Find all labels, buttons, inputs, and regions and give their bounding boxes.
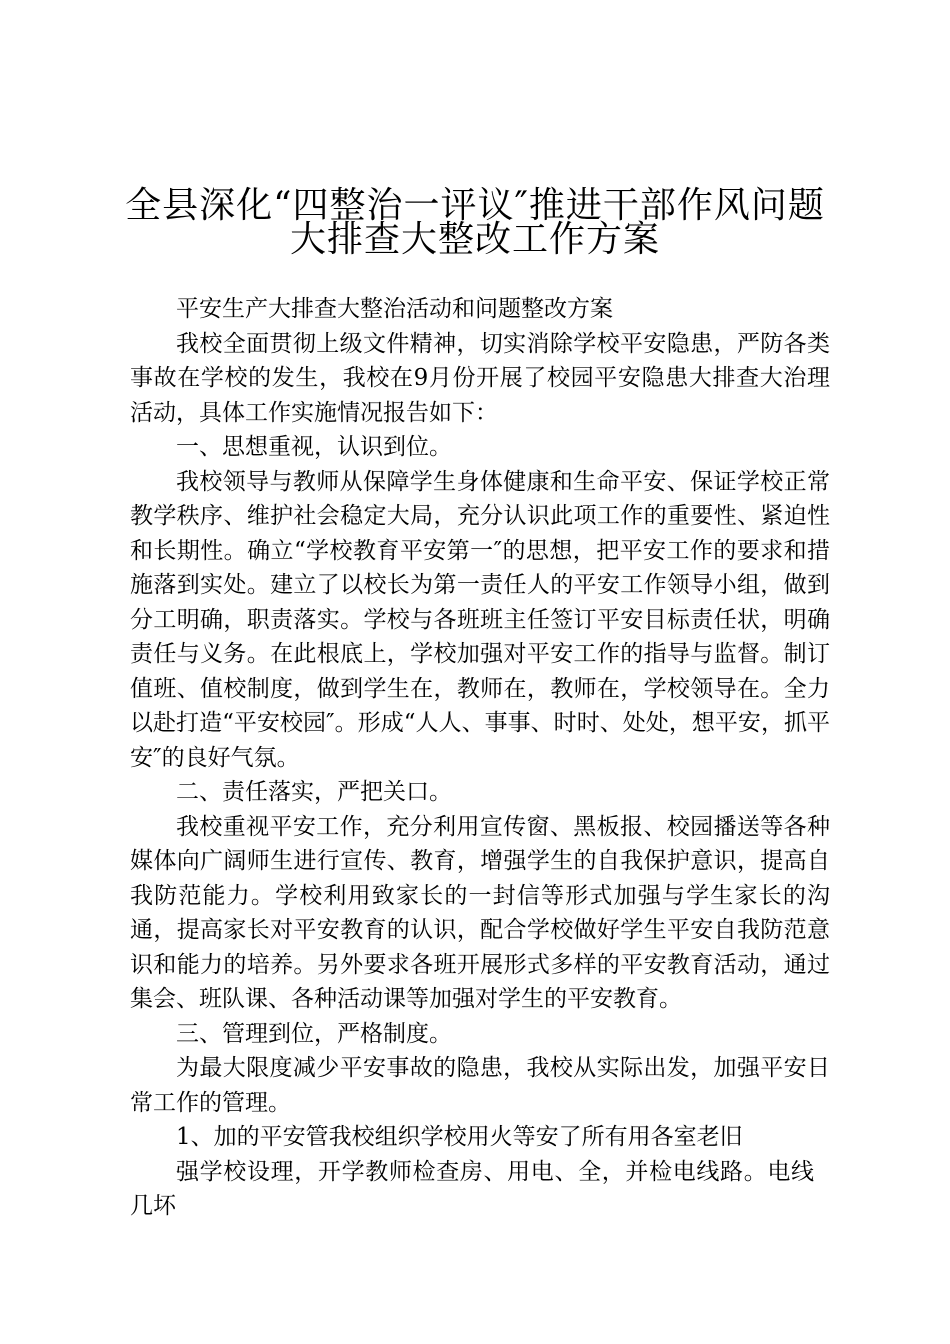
- paragraph-section-1: 我校领导与教师从保障学生身体健康和生命平安、保证学校正常教学秩序、维护社会稳定大局，充分认识此项工作的重要性、紧迫性和长期性。确立“学校教育平安第一″的思想，把平安工作的要求和措施落到实处。建立了以校长为第一责任人的平安工作领导小组，做到分工明确，职责落实。学校与各班班主任签订平安目标责任状，明确责任与义务。在此根底上，学校加强对平安工作的指导与监督。制订值班、值校制度，做到学生在，教师在，教师在，学校领导在。全力以赴打造“平安校园″。形成“人人、事事、时时、处处，想平安，抓平安″的良好气氛。: [130, 468, 830, 771]
- document-title-line-1: 全县深化“四整治一评议″推进干部作风问题: [125, 185, 825, 226]
- section-heading-2: 二、责任落实，严把关口。: [176, 779, 452, 805]
- document-title-line-2: 大排查大整改工作方案: [289, 219, 660, 260]
- section-heading-3: 三、管理到位，严格制度。: [176, 1020, 452, 1047]
- section-heading-1: 一、思想重视，认识到位。: [176, 434, 452, 460]
- paragraph-section-2: 我校重视平安工作，充分利用宣传窗、黑板报、校园播送等各种媒体向广阔师生进行宣传、教育，增强学生的自我保护意识，提高自我防范能力。学校利用致家长的一封信等形式加强与学生家长的沟通，提高家长对平安教育的认识，配合学校做好学生平安自我防范意识和能力的培养。另外要求各班开展形式多样的平安教育活动，通过集会、班队课、各种活动课等加强对学生的平安教育。: [130, 813, 830, 1012]
- paragraph-section-3: 为最大限度减少平安事故的隐患，我校从实际出发，加强平安日常工作的管理。: [130, 1055, 830, 1116]
- paragraph-item-1: 1、加的平安管我校组织学校用火等安了所有用各室老旧: [176, 1124, 743, 1150]
- document-body: [130, 292, 830, 1224]
- paragraph-subtitle: 平安生产大排查大整治活动和问题整改方案: [176, 296, 613, 322]
- paragraph-item-1-cont: 强学校设理，开学教师检查房、用电、全，并检电线路。电线几坏: [130, 1158, 814, 1219]
- paragraph-intro: 我校全面贯彻上级文件精神，切实消除学校平安隐患，严防各类事故在学校的发生，我校在9月份开展了校园平安隐患大排查大治理活动，具体工作实施情况报告如下：: [130, 330, 830, 426]
